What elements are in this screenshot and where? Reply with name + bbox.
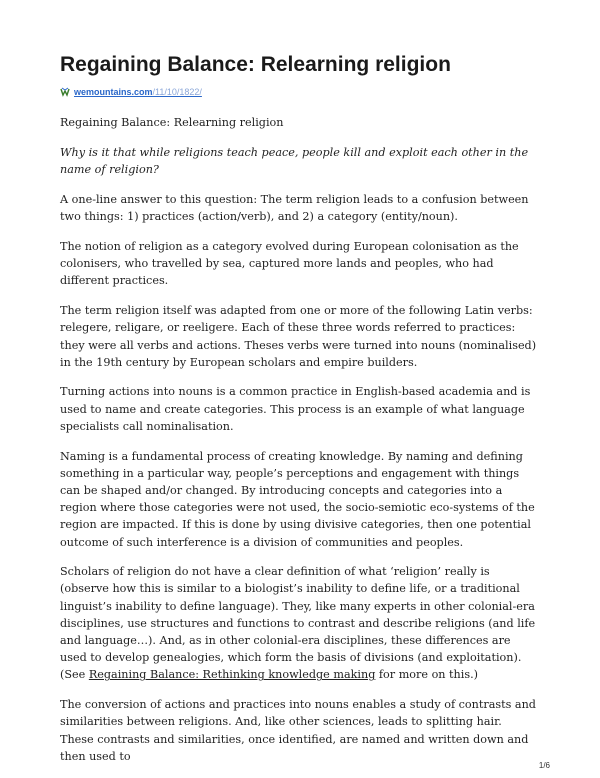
site-logo-icon — [60, 87, 70, 97]
paragraph: Turning actions into nouns is a common practice in English-based academia and is used to name and create categories. This process is an example of what language specialists call nominalisation. — [60, 385, 531, 433]
paragraph: The conversion of actions and practices into nouns enables a study of contrasts and similarities between religions. And, like other sciences, leads to splitting hair. These contrasts and similarities, once identified, are named and written down and then used to — [60, 698, 536, 763]
source-path: /11/10/1822/ — [152, 87, 202, 97]
paragraph-text: for more on this.) — [375, 668, 479, 682]
paragraph: The notion of religion as a category evolved during European colonisation as the colonisers, who travelled by sea, captured more lands and peoples, who had different practices. — [60, 240, 519, 288]
source-link[interactable] — [74, 87, 202, 97]
page-title: Regaining Balance: Relearning religion — [60, 53, 451, 76]
page-number: 1/6 — [538, 761, 550, 770]
rethinking-knowledge-link[interactable]: Regaining Balance: Rethinking knowledge making — [88, 668, 376, 682]
paragraph: A one-line answer to this question: The term religion leads to a confusion between two things: 1) practices (action/verb), and 2) a category (entity/noun). — [60, 193, 529, 224]
source-line — [60, 85, 202, 99]
paragraph: The term religion itself was adapted from one or more of the following Latin verbs: relegere, religare, or reeligere. Each of these three words referred to practices: they were all verbs and actions. Theses verbs were turned into nouns (nominalised) in the 19th century by European scholars and empire builders. — [60, 304, 537, 369]
lead-question: Why is it that while religions teach peace, people kill and exploit each other in the name of religion? — [60, 146, 529, 177]
paragraph-with-link — [60, 563, 538, 683]
paragraph: Naming is a fundamental process of creating knowledge. By naming and defining something in a particular way, people’s perceptions and engagement with things can be shaped and/or changed. By introducing concepts and categories into a region where those categories were not used, the socio-semiotic eco-systems of the region are impacted. If this is done by using divisive categories, then one potential outcome of such interference is a division of communities and peoples. — [60, 449, 535, 549]
article-heading-repeat: Regaining Balance: Relearning religion — [60, 116, 284, 129]
source-domain: wemountains.com — [74, 87, 153, 97]
paragraph-text: Scholars of religion do not have a clear definition of what ‘religion’ really is (observe how this is similar to a biologist’s inability to define life, or a traditional linguist’s inability to define language). They, like many experts in other colonial-era disciplines, use structures and functions to contrast and describe religions (and life and language…). And, as in other colonial-era disciplines, these differences are used to develop genealogies, which form the basis of divisions (and exploitation). (See — [60, 565, 536, 682]
article-body — [60, 114, 538, 778]
